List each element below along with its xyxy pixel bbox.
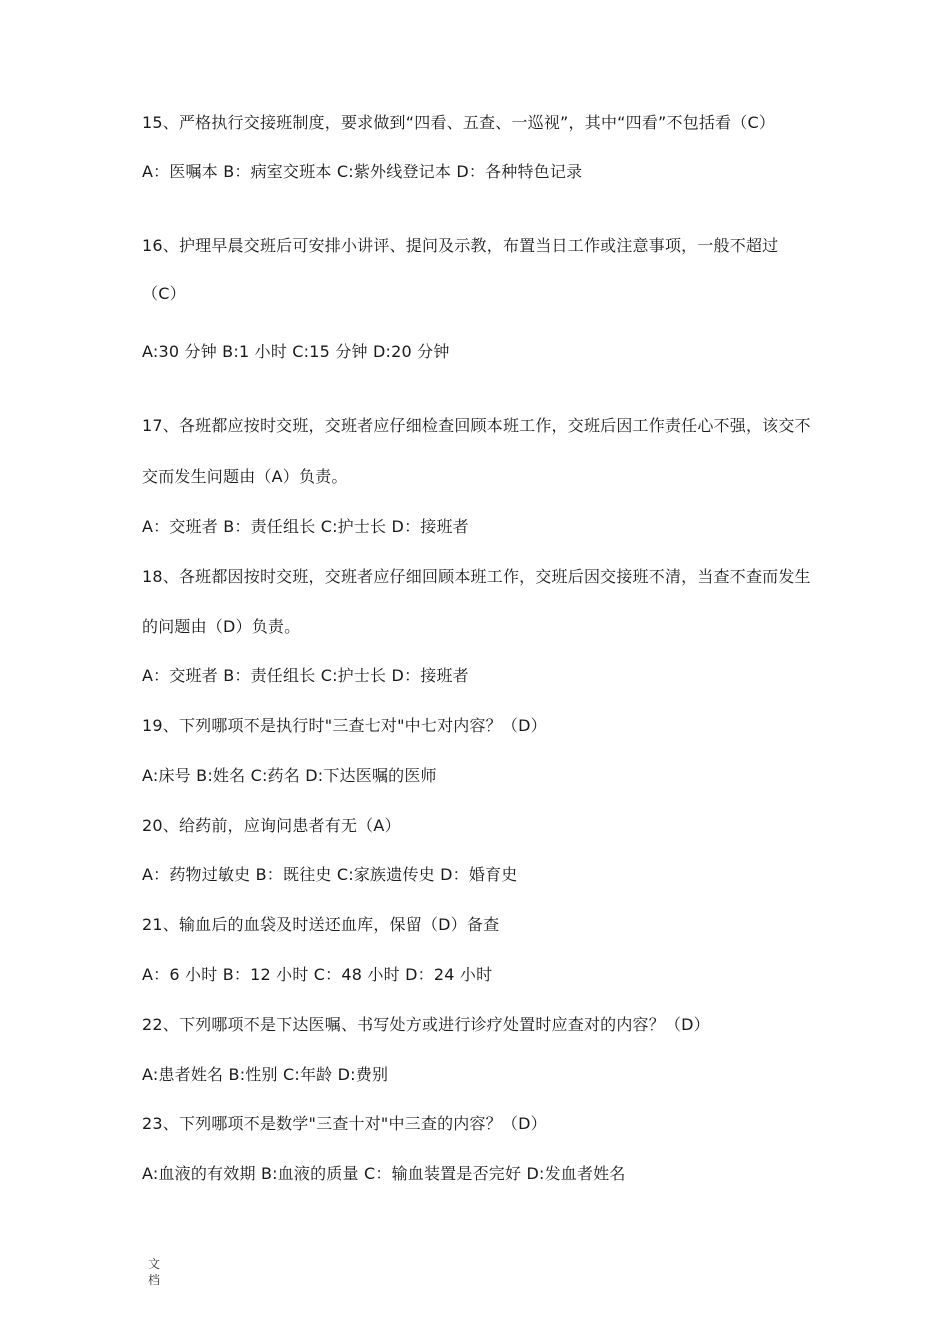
question-20-options: A：药物过敏史 B：既往史 C:家族遗传史 D：婚育史 xyxy=(142,865,518,884)
question-17-stem-line2: 交而发生问题由（A）负责。 xyxy=(142,467,348,486)
question-15-stem: 15、严格执行交接班制度，要求做到“四看、五查、一巡视”，其中“四看”不包括看（C） xyxy=(142,113,776,132)
question-16-stem-line2: （C） xyxy=(142,284,186,303)
question-19-options: A:床号 B:姓名 C:药名 D:下达医嘱的医师 xyxy=(142,766,437,785)
question-16-stem-line1: 16、护理早晨交班后可安排小讲评、提问及示教，布置当日工作或注意事项，一般不超过 xyxy=(142,236,779,255)
question-17-options: A：交班者 B：责任组长 C:护士长 D：接班者 xyxy=(142,517,469,536)
question-17-stem-line1: 17、各班都应按时交班，交班者应仔细检查回顾本班工作，交班后因工作责任心不强，该交不 xyxy=(142,416,811,435)
footer-char-1: 文 xyxy=(148,1257,161,1271)
question-18-stem-line2: 的问题由（D）负责。 xyxy=(142,617,301,636)
question-18-stem-line1: 18、各班都因按时交班，交班者应仔细回顾本班工作，交班后因交接班不清，当查不查而发生 xyxy=(142,567,811,586)
footer-char-2: 档 xyxy=(148,1273,161,1287)
question-23-options: A:血液的有效期 B:血液的质量 C：输血装置是否完好 D:发血者姓名 xyxy=(142,1164,626,1183)
question-22-stem: 22、下列哪项不是下达医嘱、书写处方或进行诊疗处置时应查对的内容？（D） xyxy=(142,1015,710,1034)
page-footer xyxy=(148,1256,162,1288)
question-15-options: A：医嘱本 B：病室交班本 C:紫外线登记本 D：各种特色记录 xyxy=(142,162,583,181)
question-21-stem: 21、输血后的血袋及时送还血库，保留（D）备查 xyxy=(142,915,500,934)
question-20-stem: 20、给药前，应询问患者有无（A） xyxy=(142,816,401,835)
question-18-options: A：交班者 B：责任组长 C:护士长 D：接班者 xyxy=(142,666,469,685)
question-23-stem: 23、下列哪项不是数学"三查十对"中三查的内容？（D） xyxy=(142,1114,547,1133)
question-22-options: A:患者姓名 B:性别 C:年龄 D:费别 xyxy=(142,1065,389,1084)
question-19-stem: 19、下列哪项不是执行时"三查七对"中七对内容？（D） xyxy=(142,716,547,735)
question-16-options: A:30 分钟 B:1 小时 C:15 分钟 D:20 分钟 xyxy=(142,342,450,361)
question-21-options: A：6 小时 B：12 小时 C：48 小时 D：24 小时 xyxy=(142,965,493,984)
